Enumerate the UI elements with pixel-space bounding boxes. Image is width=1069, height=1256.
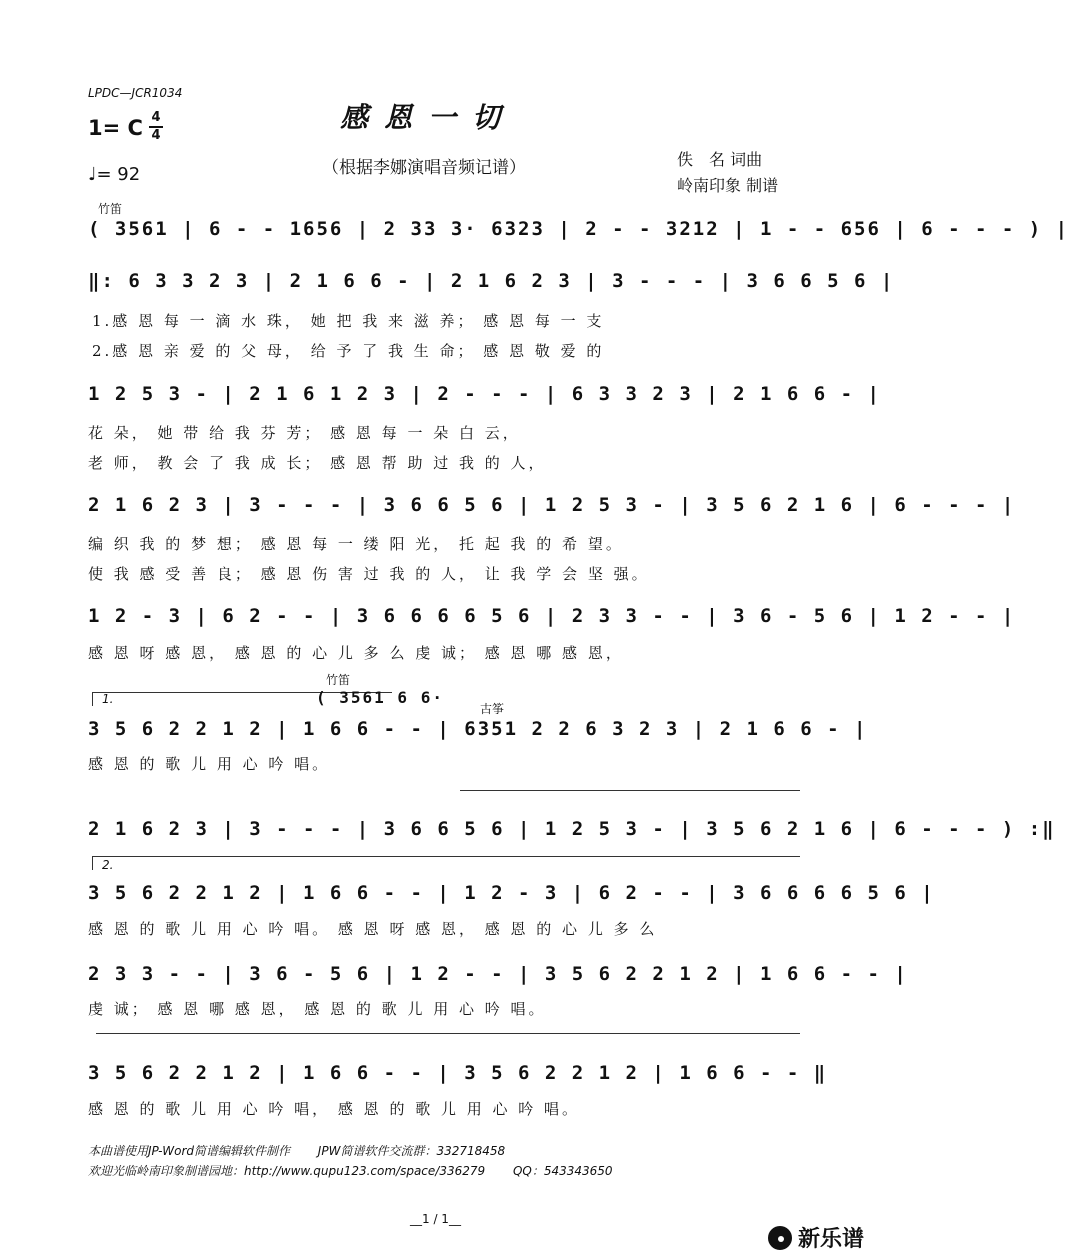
time-top: 4: [151, 110, 161, 125]
score-line-8: 2 3 3 - - | 3 6 - 5 6 | 1 2 - - | 3 5 6 2 2 1 2 | 1 6 6 - - |: [88, 963, 908, 985]
lyric-line-1b: 2.感 恩 亲 爱 的 父 母， 给 予 了 我 生 命； 感 恩 敬 爱 的: [92, 342, 605, 360]
score-line-9: 3 5 6 2 2 1 2 | 1 6 6 - - | 3 5 6 2 2 1 2 | 1 6 6 - - ‖: [88, 1062, 828, 1084]
score-line-0: ( 3561 | 6 - - 1656 | 2 33 3· 6323 | 2 - - 3212 | 1 - - 656 | 6 - - - ) |: [88, 218, 1069, 240]
footer-line-2: 欢迎光临岭南印象制谱园地：http://www.qupu123.com/space/336279 QQ：543343650: [88, 1164, 613, 1178]
footer-line-1: 本曲谱使用JP-Word简谱编辑软件制作 JPW简谱软件交流群：332718458: [88, 1144, 506, 1158]
time-signature: [149, 111, 163, 143]
score-line-6: 2 1 6 2 3 | 3 - - - | 3 6 6 5 6 | 1 2 5 3 - | 3 5 6 2 1 6 | 6 - - - ) :‖: [88, 818, 1056, 840]
lyricist-composer: 佚 名 词曲: [677, 150, 763, 169]
instrument-label: 竹笛: [98, 202, 123, 216]
lyric-line-5a: 感 恩 的 歌 儿 用 心 吟 唱。: [88, 755, 331, 773]
interlude-line: ( 3561 6 6·: [316, 688, 444, 707]
site-logo: [768, 1222, 864, 1253]
tempo-mark: ♩= 92: [88, 164, 141, 185]
instrument-label-guzheng: 古筝: [480, 702, 505, 716]
lyric-line-3a: 编 织 我 的 梦 想； 感 恩 每 一 缕 阳 光， 托 起 我 的 希 望。: [88, 535, 624, 553]
volta-2: 2.: [102, 858, 114, 872]
logo-text: 新乐谱: [798, 1227, 865, 1252]
score-line-4: 1 2 - 3 | 6 2 - - | 3 6 6 6 6 5 6 | 2 3 3 - - | 3 6 - 5 6 | 1 2 - - |: [88, 605, 1016, 627]
key-signature: 1= C: [88, 116, 143, 140]
page-title: 感恩一切: [340, 101, 517, 134]
lyric-line-2a: 花 朵， 她 带 给 我 芬 芳； 感 恩 每 一 朵 白 云，: [88, 424, 521, 442]
page-subtitle: （根据李娜演唱音频记谱）: [322, 158, 526, 178]
score-line-1: ‖: 6 3 3 2 3 | 2 1 6 6 - | 2 1 6 2 3 | 3 - - - | 3 6 6 5 6 |: [88, 270, 895, 292]
page-number: __1 / 1__: [410, 1212, 461, 1226]
volta-1: 1.: [102, 692, 114, 706]
lyric-line-2b: 老 师， 教 会 了 我 成 长； 感 恩 帮 助 过 我 的 人，: [88, 454, 547, 472]
score-line-3: 2 1 6 2 3 | 3 - - - | 3 6 6 5 6 | 1 2 5 3 - | 3 5 6 2 1 6 | 6 - - - |: [88, 494, 1016, 516]
lyric-line-1a: 1.感 恩 每 一 滴 水 珠， 她 把 我 来 滋 养； 感 恩 每 一 支: [92, 312, 605, 330]
lyric-line-9a: 感 恩 的 歌 儿 用 心 吟 唱， 感 恩 的 歌 儿 用 心 吟 唱。: [88, 1100, 581, 1118]
credits: [677, 147, 778, 199]
instrument-label-flute: 竹笛: [326, 673, 351, 687]
score-line-5: 3 5 6 2 2 1 2 | 1 6 6 - - | 6351 2 2 6 3 2 3 | 2 1 6 6 - |: [88, 718, 868, 740]
footer-info: [88, 1141, 613, 1181]
arranger: 岭南印象 制谱: [677, 176, 779, 195]
lyric-line-3b: 使 我 感 受 善 良； 感 恩 伤 害 过 我 的 人， 让 我 学 会 坚 强。: [88, 565, 650, 583]
lyric-line-4a: 感 恩 呀 感 恩， 感 恩 的 心 儿 多 么 虔 诚； 感 恩 哪 感 恩，: [88, 644, 624, 662]
disc-icon: [768, 1226, 792, 1250]
lyric-line-8a: 虔 诚； 感 恩 哪 感 恩， 感 恩 的 歌 儿 用 心 吟 唱。: [88, 1000, 547, 1018]
score-line-2: 1 2 5 3 - | 2 1 6 1 2 3 | 2 - - - | 6 3 3 2 3 | 2 1 6 6 - |: [88, 383, 881, 405]
time-bottom: 4: [151, 128, 161, 143]
score-line-7: 3 5 6 2 2 1 2 | 1 6 6 - - | 1 2 - 3 | 6 2 - - | 3 6 6 6 6 5 6 |: [88, 882, 935, 904]
score-code: LPDC—JCR1034: [88, 86, 183, 100]
lyric-line-7a: 感 恩 的 歌 儿 用 心 吟 唱。 感 恩 呀 感 恩， 感 恩 的 心 儿 多 么: [88, 920, 658, 938]
